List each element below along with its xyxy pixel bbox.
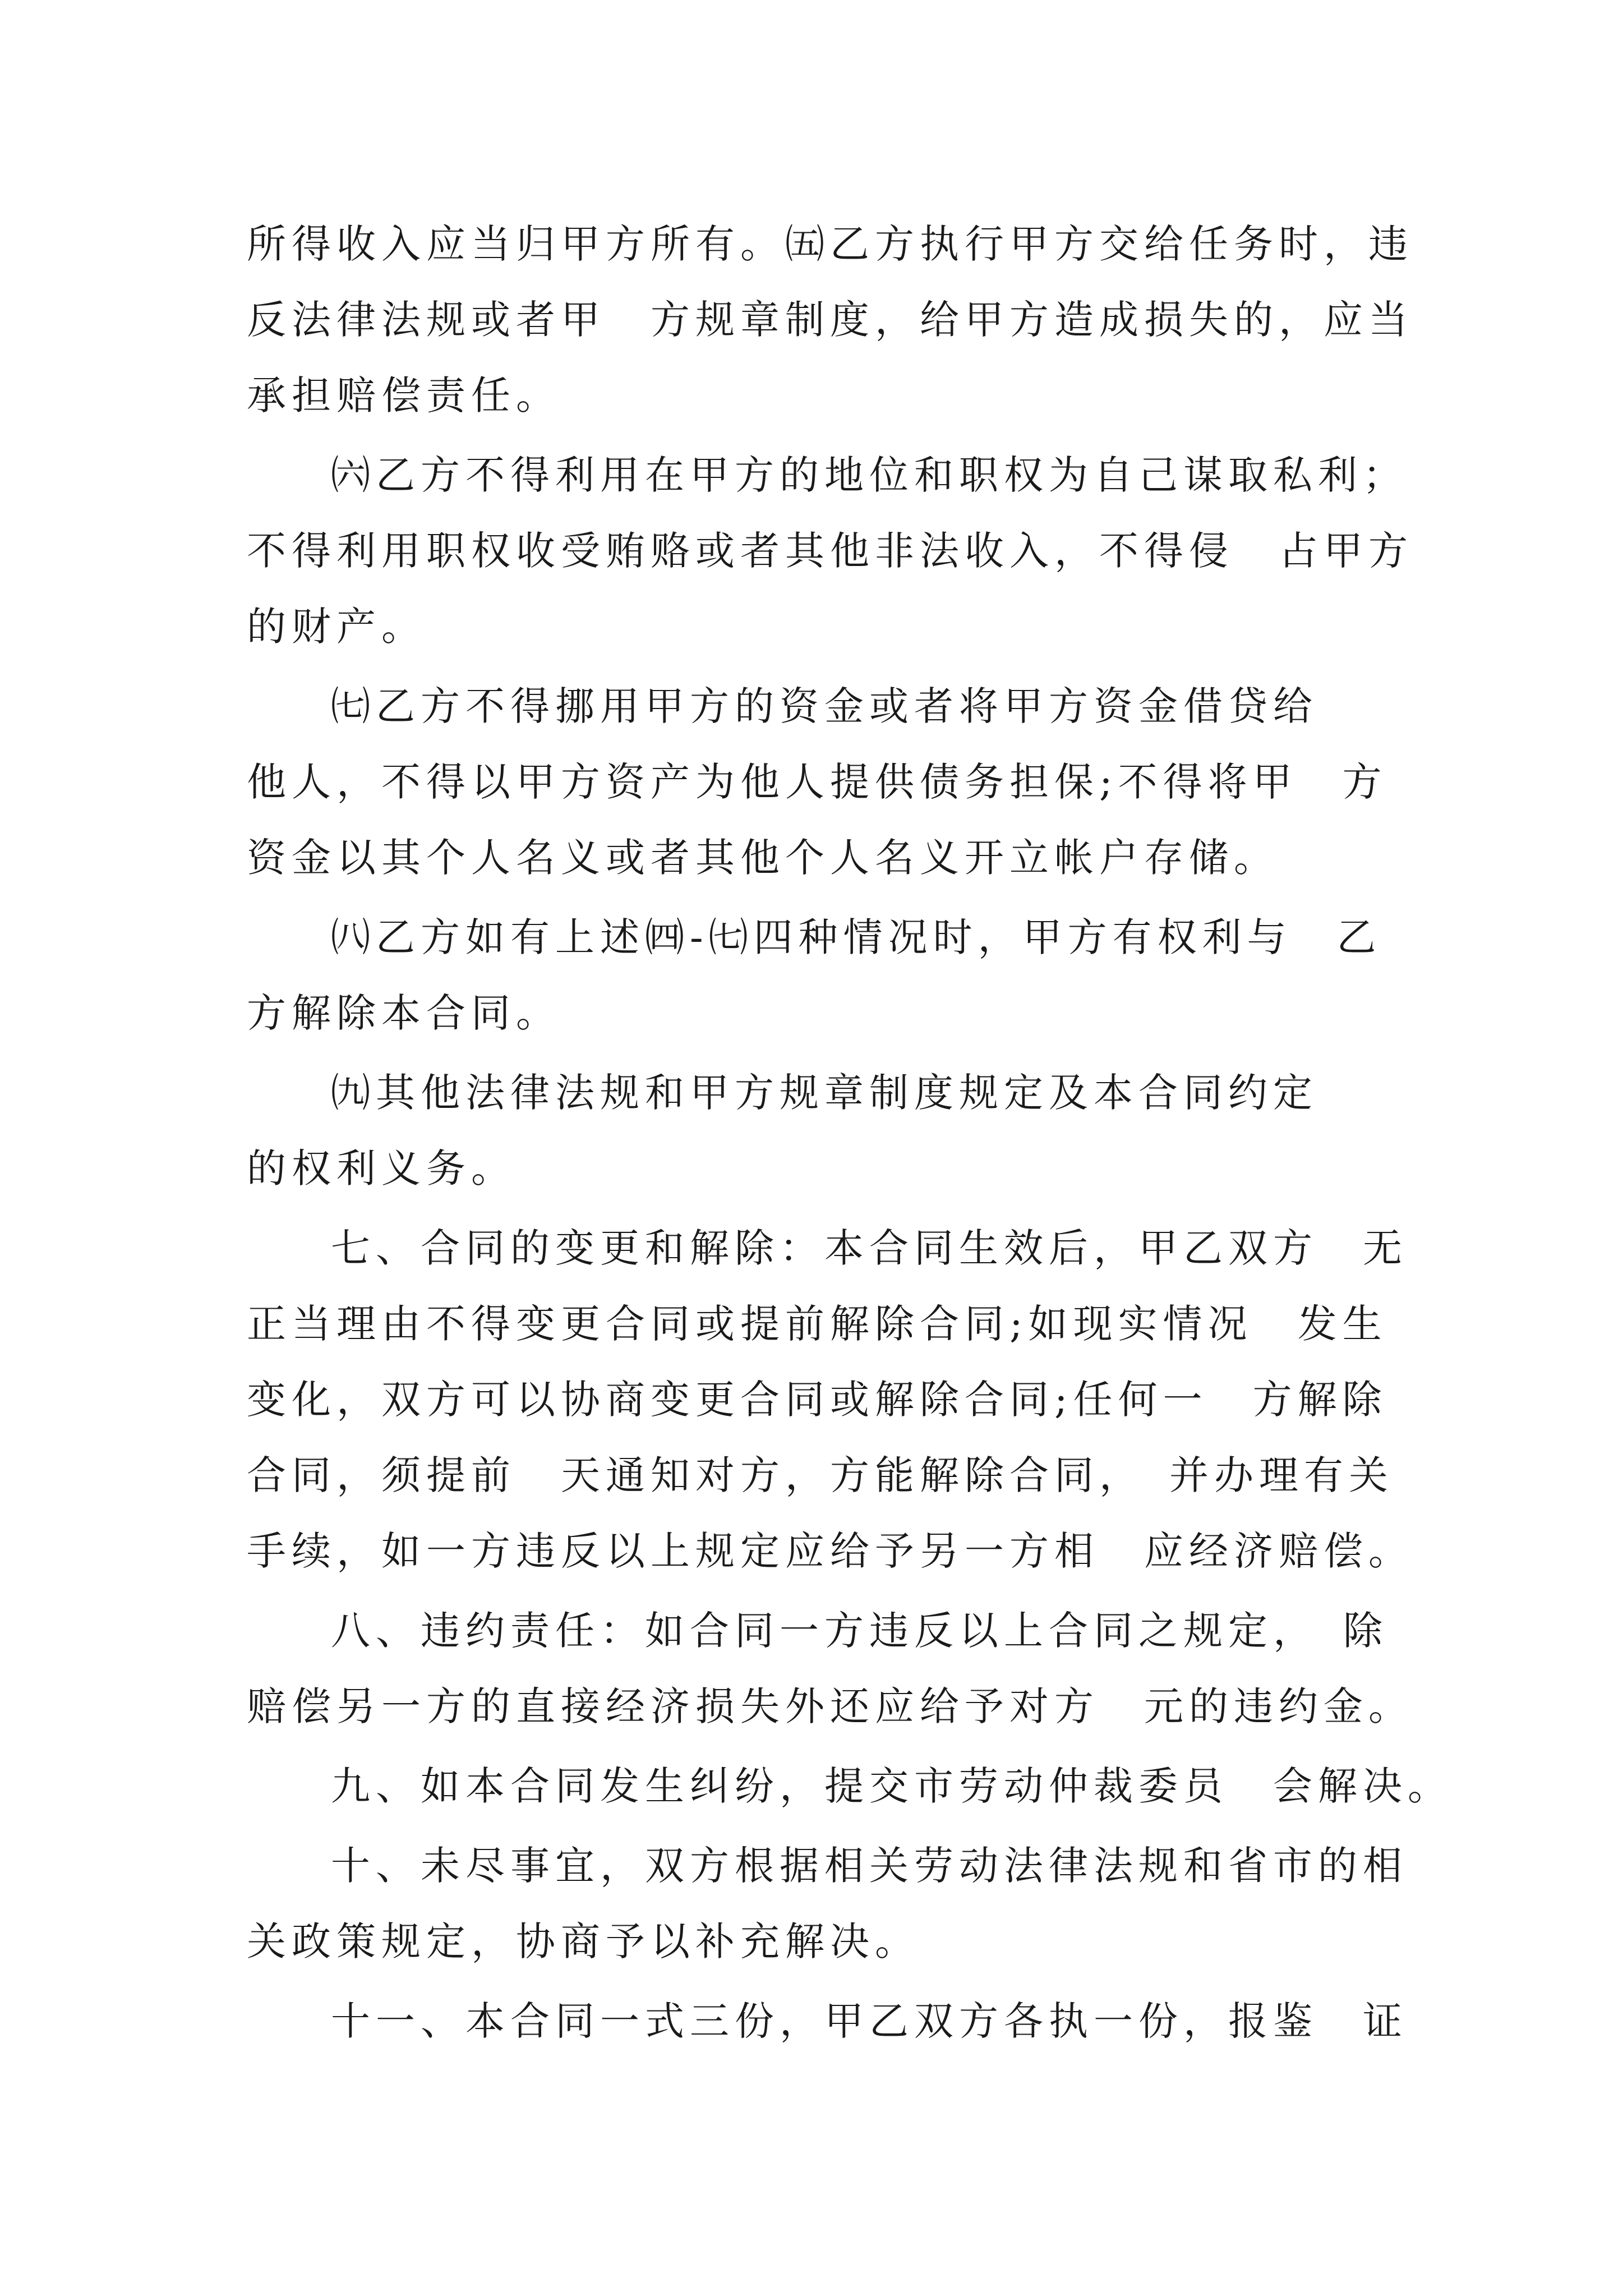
text-line: ㈨其他法律法规和甲方规章制度规定及本合同约定 (331, 1070, 1318, 1116)
text-line: 手续，如一方违反以上规定应给予另一方相 应经济赔偿。 (247, 1528, 1413, 1574)
text-line: 九、如本合同发生纠纷，提交市劳动仲裁委员 会解决。 (331, 1763, 1453, 1809)
text-line: 关政策规定，协商予以补充解决。 (247, 1918, 920, 1964)
text-line: ㈧乙方如有上述㈣-㈦四种情况时，甲方有权利与 乙 (331, 914, 1382, 960)
text-line: 方解除本合同。 (247, 990, 561, 1036)
text-line: 的财产。 (247, 604, 426, 650)
text-line: 反法律法规或者甲 方规章制度，给甲方造成损失的，应当 (247, 297, 1413, 343)
text-line: 正当理由不得变更合同或提前解除合同;如现实情况 发生 (247, 1301, 1387, 1347)
text-line: 十一、本合同一式三份，甲乙双方各执一份，报鉴 证 (331, 1998, 1408, 2044)
text-line: 十、未尽事宜，双方根据相关劳动法律法规和省市的相 (331, 1843, 1408, 1889)
text-line: 不得利用职权收受贿赂或者其他非法收入，不得侵 占甲方 (247, 528, 1413, 574)
text-line: 七、合同的变更和解除：本合同生效后，甲乙双方 无 (331, 1225, 1408, 1271)
text-line: 合同，须提前 天通知对方，方能解除合同， 并办理有关 (247, 1452, 1394, 1498)
text-line: 赔偿另一方的直接经济损失外还应给予对方 元的违约金。 (247, 1683, 1413, 1729)
text-line: 八、违约责任：如合同一方违反以上合同之规定， 除 (331, 1608, 1388, 1654)
text-line: 资金以其个人名义或者其他个人名义开立帐户存储。 (247, 835, 1279, 881)
text-line: 他人，不得以甲方资产为他人提供债务担保;不得将甲 方 (247, 759, 1387, 805)
text-line: 所得收入应当归甲方所有。㈤乙方执行甲方交给任务时，违 (247, 221, 1413, 267)
text-line: ㈦乙方不得挪用甲方的资金或者将甲方资金借贷给 (331, 683, 1318, 729)
text-line: 的权利义务。 (247, 1145, 516, 1191)
text-line: ㈥乙方不得利用在甲方的地位和职权为自己谋取私利； (331, 452, 1408, 498)
text-line: 承担赔偿责任。 (247, 372, 561, 418)
text-line: 变化，双方可以协商变更合同或解除合同;任何一 方解除 (247, 1377, 1387, 1423)
